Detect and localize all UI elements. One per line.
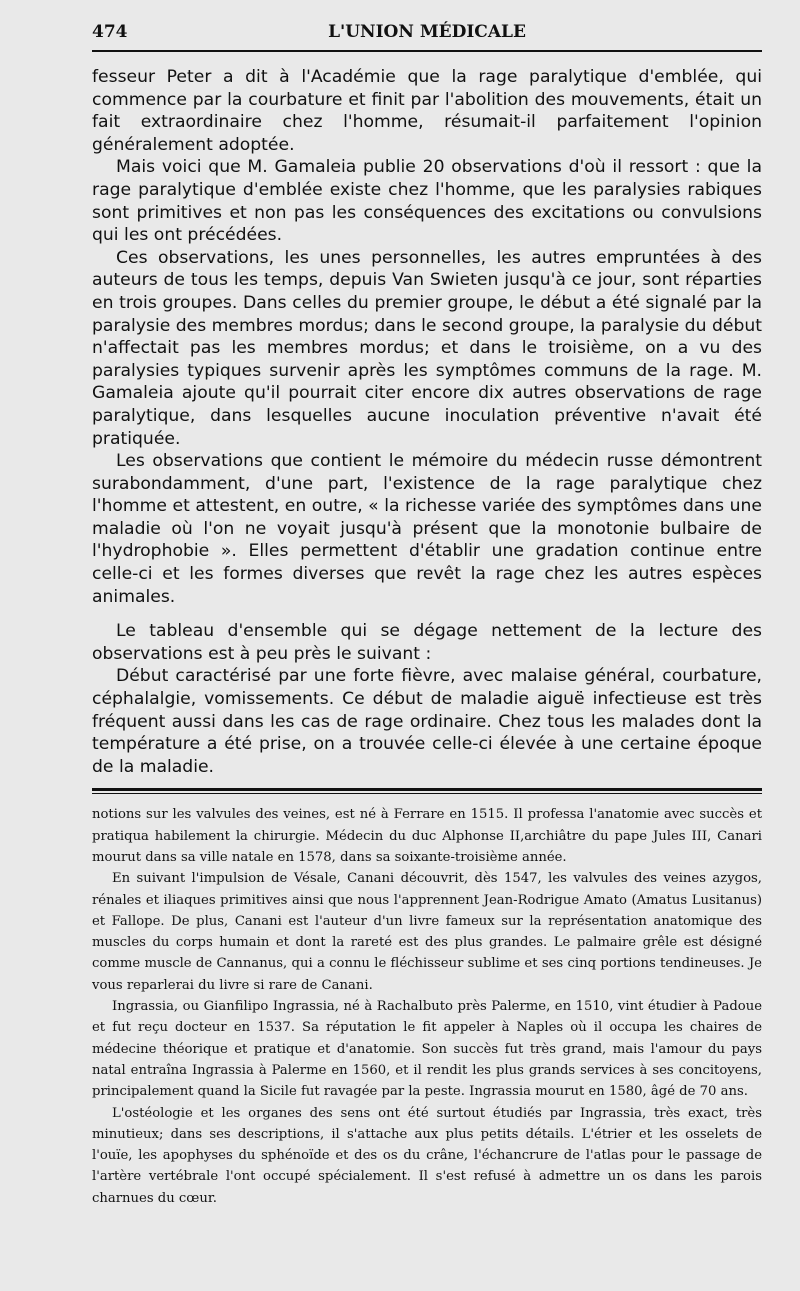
main-text — [92, 66, 762, 778]
paragraph: Début caractérisé par une forte fièvre, avec malaise général, courbature, céphalalgie, vomissements. Ce début de maladie aiguë infectieuse est très fréquent aussi dans les cas de rage ordinaire. Chez tous les malades dont la température a été prise, on a trouvée celle-ci élevée à une certaine époque de la maladie. — [92, 666, 762, 777]
paragraph: Le tableau d'ensemble qui se dégage nettement de la lecture des observations est à peu près le suivant : — [92, 621, 762, 664]
paragraph: fesseur Peter a dit à l'Académie que la rage paralytique d'emblée, qui commence par la courbature et finit par l'abolition des mouvements, était un fait extraordinaire chez l'homme, résumait-il parfaitement l'opinion généralement adoptée. — [92, 67, 762, 155]
paragraph: Mais voici que M. Gamaleia publie 20 observations d'où il ressort : que la rage paralytique d'emblée existe chez l'homme, que les paralysies rabiques sont primitives et non pas les conséquences des excitations ou convulsions qui les ont précédées. — [92, 157, 762, 246]
page-header — [92, 22, 762, 48]
page-number: 474 — [92, 22, 128, 42]
footnote-paragraph: Ingrassia, ou Gianfilipo Ingrassia, né à Rachalbuto près Palerme, en 1510, vint étudier à Padoue et fut reçu docteur en 1537. Sa réputation le fit appeler à Naples où il occupa les chaires de médecine théorique et pratique et d'anatomie. Son succès fut très grand, mais l'amour du pays natal entraîna Ingrassia à Palerme en 1560, et il rendit les plus grands services à ses concitoyens, principalement quand la Sicile fut ravagée par la peste. Ingrassia mourut en 1580, âgé de 70 ans. — [92, 999, 762, 1100]
footnote-separator — [92, 788, 762, 794]
paragraph: Les observations que contient le mémoire du médecin russe démontrent surabondamment, d'une part, l'existence de la rage paralytique chez l'homme et attestent, en outre, « la richesse variée des symptômes dans une maladie où l'on ne voyait jusqu'à présent que la monotonie bulbaire de l'hydrophobie ». Elles permettent d'établir une gradation continue entre celle-ci et les formes diverses que revêt la rage chez les autres espèces animales. — [92, 451, 762, 607]
footnote-paragraph: L'ostéologie et les organes des sens ont été surtout étudiés par Ingrassia, très exact, très minutieux; dans ses descriptions, il s'attache aux plus petits détails. L'étrier et les osselets de l'ouïe, les apophyses du sphénoïde et des os du crâne, l'échancrure de l'atlas pour le passage de l'artère vertébrale l'ont occupé spécialement. Il s'est refusé à admettre un os dans les parois charnues du cœur. — [92, 1105, 762, 1206]
footnotes — [92, 804, 762, 1209]
footnote-paragraph: En suivant l'impulsion de Vésale, Canani découvrit, dès 1547, les valvules des veines azygos, rénales et iliaques primitives ainsi que nous l'apprennent Jean-Rodrigue Amato (Amatus Lusitanus) et Fallope. De plus, Canani est l'auteur d'un livre fameux sur la représentation anatomique des muscles du corps humain et dont la rareté est des plus grandes. Le palmaire grêle est désigné comme muscle de Cannanus, qui a connu le fléchisseur sublime et ses cinq portions tendineuses. Je vous reparlerai du livre si rare de Canani. — [92, 871, 762, 993]
footnote-paragraph: notions sur les valvules des veines, est né à Ferrare en 1515. Il professa l'anatomie avec succès et pratiqua habilement la chirurgie. Médecin du duc Alphonse II,archiâtre du pape Jules III, Canari mourut dans sa ville natale en 1578, dans sa soixante-troisième année. — [92, 807, 762, 865]
paragraph: Ces observations, les unes personnelles, les autres empruntées à des auteurs de tous les temps, depuis Van Swieten jusqu'à ce jour, sont réparties en trois groupes. Dans celles du premier groupe, le début a été signalé par la paralysie des membres mordus; dans le second groupe, la paralysie du début n'affectait pas les membres mordus; et dans le troisième, on a vu des paralysies typiques survenir après les symptômes communs de la rage. M. Gamaleia ajoute qu'il pourrait citer encore dix autres observations de rage paralytique, dans lesquelles aucune inoculation préventive n'avait été pratiquée. — [92, 247, 762, 449]
running-title: L'UNION MÉDICALE — [328, 22, 526, 42]
header-rule — [92, 50, 762, 52]
